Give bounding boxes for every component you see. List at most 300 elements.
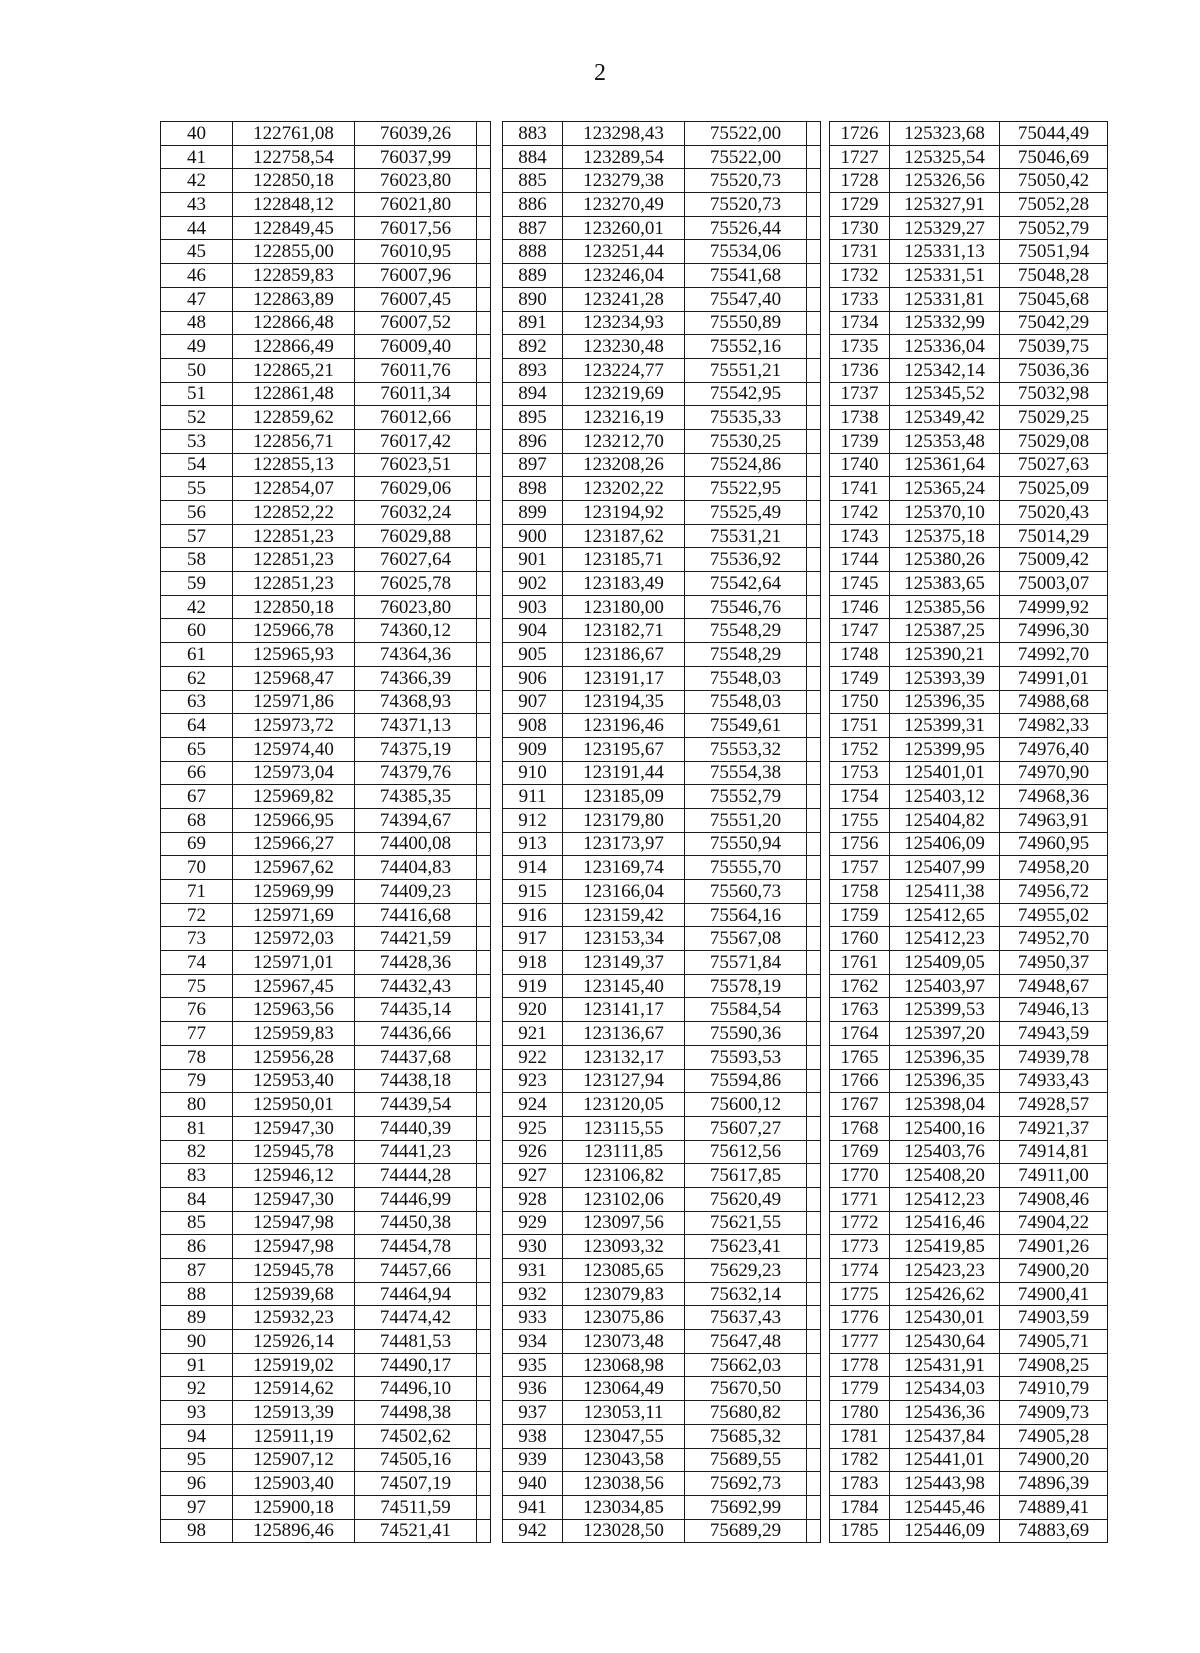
column-separator-cell (477, 453, 491, 477)
table-row (161, 335, 491, 359)
table-row (830, 1235, 1108, 1259)
table-row (161, 785, 491, 809)
x-coordinate-cell: 125353,48 (890, 429, 1000, 453)
x-coordinate-cell: 125947,30 (233, 1116, 355, 1140)
table-row (830, 1022, 1108, 1046)
point-number-cell: 86 (161, 1235, 233, 1259)
y-coordinate-cell: 74908,46 (1000, 1187, 1108, 1211)
x-coordinate-cell: 125968,47 (233, 666, 355, 690)
column-separator-cell (477, 1116, 491, 1140)
table-row (830, 1140, 1108, 1164)
y-coordinate-cell: 75550,94 (685, 832, 807, 856)
column-separator-cell (477, 1259, 491, 1283)
y-coordinate-cell: 74364,36 (355, 643, 477, 667)
column-separator-cell (477, 785, 491, 809)
y-coordinate-cell: 74900,20 (1000, 1448, 1108, 1472)
column-separator-cell (807, 856, 821, 880)
table-row (830, 903, 1108, 927)
point-number-cell: 1779 (830, 1377, 890, 1401)
point-number-cell: 934 (503, 1330, 563, 1354)
table-row (830, 714, 1108, 738)
x-coordinate-cell: 125437,84 (890, 1424, 1000, 1448)
x-coordinate-cell: 125947,30 (233, 1187, 355, 1211)
y-coordinate-cell: 74375,19 (355, 737, 477, 761)
y-coordinate-cell: 75551,21 (685, 358, 807, 382)
point-number-cell: 72 (161, 903, 233, 927)
point-number-cell: 1756 (830, 832, 890, 856)
table-row (830, 429, 1108, 453)
table-row (161, 477, 491, 501)
point-number-cell: 1731 (830, 240, 890, 264)
x-coordinate-cell: 125932,23 (233, 1306, 355, 1330)
table-row (830, 1401, 1108, 1425)
y-coordinate-cell: 75550,89 (685, 311, 807, 335)
y-coordinate-cell: 74900,41 (1000, 1282, 1108, 1306)
x-coordinate-cell: 122863,89 (233, 287, 355, 311)
column-separator-cell (477, 1472, 491, 1496)
table-row (503, 808, 821, 832)
y-coordinate-cell: 75620,49 (685, 1187, 807, 1211)
y-coordinate-cell: 75541,68 (685, 264, 807, 288)
point-number-cell: 1749 (830, 666, 890, 690)
table-row (161, 1353, 491, 1377)
table-row (161, 1448, 491, 1472)
point-number-cell: 98 (161, 1519, 233, 1543)
x-coordinate-cell: 122852,22 (233, 501, 355, 525)
table-row (503, 240, 821, 264)
point-number-cell: 890 (503, 287, 563, 311)
x-coordinate-cell: 125967,45 (233, 974, 355, 998)
x-coordinate-cell: 123034,85 (563, 1495, 685, 1519)
point-number-cell: 1729 (830, 193, 890, 217)
point-number-cell: 929 (503, 1211, 563, 1235)
table-row (161, 1235, 491, 1259)
x-coordinate-cell: 123208,26 (563, 453, 685, 477)
point-number-cell: 931 (503, 1259, 563, 1283)
column-separator-cell (807, 714, 821, 738)
point-number-cell: 60 (161, 619, 233, 643)
x-coordinate-cell: 123093,32 (563, 1235, 685, 1259)
x-coordinate-cell: 125407,99 (890, 856, 1000, 880)
column-separator-cell (807, 477, 821, 501)
point-number-cell: 95 (161, 1448, 233, 1472)
y-coordinate-cell: 75039,75 (1000, 335, 1108, 359)
column-separator-cell (807, 785, 821, 809)
x-coordinate-cell: 125966,95 (233, 808, 355, 832)
column-separator-cell (807, 1353, 821, 1377)
point-number-cell: 50 (161, 358, 233, 382)
table-row (503, 335, 821, 359)
column-separator-cell (477, 714, 491, 738)
point-number-cell: 1785 (830, 1519, 890, 1543)
y-coordinate-cell: 75003,07 (1000, 572, 1108, 596)
x-coordinate-cell: 125431,91 (890, 1353, 1000, 1377)
point-number-cell: 1745 (830, 572, 890, 596)
table-row (503, 856, 821, 880)
x-coordinate-cell: 122854,07 (233, 477, 355, 501)
point-number-cell: 903 (503, 595, 563, 619)
y-coordinate-cell: 74521,41 (355, 1519, 477, 1543)
column-separator-cell (807, 1495, 821, 1519)
point-number-cell: 1752 (830, 737, 890, 761)
table-row (830, 1424, 1108, 1448)
y-coordinate-cell: 74404,83 (355, 856, 477, 880)
column-separator-cell (807, 1282, 821, 1306)
x-coordinate-cell: 122851,23 (233, 572, 355, 596)
table-row (161, 453, 491, 477)
column-separator-cell (477, 1519, 491, 1543)
y-coordinate-cell: 75567,08 (685, 927, 807, 951)
point-number-cell: 1784 (830, 1495, 890, 1519)
x-coordinate-cell: 125969,99 (233, 880, 355, 904)
x-coordinate-cell: 125342,14 (890, 358, 1000, 382)
column-separator-cell (807, 1472, 821, 1496)
point-number-cell: 1771 (830, 1187, 890, 1211)
x-coordinate-cell: 125370,10 (890, 501, 1000, 525)
point-number-cell: 923 (503, 1069, 563, 1093)
point-number-cell: 57 (161, 524, 233, 548)
table-row (503, 1495, 821, 1519)
x-coordinate-cell: 123097,56 (563, 1211, 685, 1235)
table-row (161, 193, 491, 217)
column-separator-cell (807, 1116, 821, 1140)
y-coordinate-cell: 75526,44 (685, 216, 807, 240)
point-number-cell: 1765 (830, 1045, 890, 1069)
table-row (503, 1401, 821, 1425)
table-row (830, 193, 1108, 217)
y-coordinate-cell: 74464,94 (355, 1282, 477, 1306)
point-number-cell: 939 (503, 1448, 563, 1472)
table-row (503, 714, 821, 738)
x-coordinate-cell: 125332,99 (890, 311, 1000, 335)
x-coordinate-cell: 125396,35 (890, 1069, 1000, 1093)
point-number-cell: 80 (161, 1093, 233, 1117)
table-row (503, 1211, 821, 1235)
point-number-cell: 1736 (830, 358, 890, 382)
y-coordinate-cell: 75014,29 (1000, 524, 1108, 548)
column-separator-cell (477, 572, 491, 596)
x-coordinate-cell: 125945,78 (233, 1140, 355, 1164)
y-coordinate-cell: 76025,78 (355, 572, 477, 596)
table-row (830, 524, 1108, 548)
x-coordinate-cell: 123185,09 (563, 785, 685, 809)
point-number-cell: 899 (503, 501, 563, 525)
y-coordinate-cell: 76023,80 (355, 595, 477, 619)
point-number-cell: 92 (161, 1377, 233, 1401)
point-number-cell: 886 (503, 193, 563, 217)
x-coordinate-cell: 125971,01 (233, 951, 355, 975)
column-separator-cell (477, 501, 491, 525)
table-row (161, 1495, 491, 1519)
x-coordinate-cell: 123289,54 (563, 145, 685, 169)
column-separator-cell (807, 216, 821, 240)
x-coordinate-cell: 122851,23 (233, 524, 355, 548)
x-coordinate-cell: 125963,56 (233, 998, 355, 1022)
table-row (161, 1519, 491, 1543)
y-coordinate-cell: 75670,50 (685, 1377, 807, 1401)
table-row (830, 169, 1108, 193)
point-number-cell: 47 (161, 287, 233, 311)
x-coordinate-cell: 123194,35 (563, 690, 685, 714)
point-number-cell: 935 (503, 1353, 563, 1377)
x-coordinate-cell: 125375,18 (890, 524, 1000, 548)
y-coordinate-cell: 75571,84 (685, 951, 807, 975)
point-number-cell: 44 (161, 216, 233, 240)
point-number-cell: 1783 (830, 1472, 890, 1496)
column-separator-cell (807, 1424, 821, 1448)
table-row (503, 501, 821, 525)
point-number-cell: 67 (161, 785, 233, 809)
table-row (161, 761, 491, 785)
x-coordinate-cell: 122758,54 (233, 145, 355, 169)
x-coordinate-cell: 122761,08 (233, 122, 355, 146)
x-coordinate-cell: 122851,23 (233, 548, 355, 572)
column-separator-cell (807, 1259, 821, 1283)
column-separator-cell (807, 1093, 821, 1117)
point-number-cell: 79 (161, 1069, 233, 1093)
x-coordinate-cell: 125969,82 (233, 785, 355, 809)
point-number-cell: 1747 (830, 619, 890, 643)
table-row (503, 145, 821, 169)
y-coordinate-cell: 74496,10 (355, 1377, 477, 1401)
y-coordinate-cell: 76012,66 (355, 406, 477, 430)
y-coordinate-cell: 76027,64 (355, 548, 477, 572)
point-number-cell: 926 (503, 1140, 563, 1164)
table-row (830, 358, 1108, 382)
y-coordinate-cell: 74400,08 (355, 832, 477, 856)
table-row (503, 1519, 821, 1543)
y-coordinate-cell: 75594,86 (685, 1069, 807, 1093)
table-row (503, 1116, 821, 1140)
table-row (503, 122, 821, 146)
x-coordinate-cell: 125947,98 (233, 1211, 355, 1235)
x-coordinate-cell: 123196,46 (563, 714, 685, 738)
y-coordinate-cell: 74379,76 (355, 761, 477, 785)
point-number-cell: 59 (161, 572, 233, 596)
point-number-cell: 1750 (830, 690, 890, 714)
x-coordinate-cell: 125926,14 (233, 1330, 355, 1354)
table-row (161, 690, 491, 714)
x-coordinate-cell: 125973,72 (233, 714, 355, 738)
y-coordinate-cell: 75552,16 (685, 335, 807, 359)
point-number-cell: 43 (161, 193, 233, 217)
y-coordinate-cell: 74909,73 (1000, 1401, 1108, 1425)
x-coordinate-cell: 123047,55 (563, 1424, 685, 1448)
table-row (161, 1211, 491, 1235)
column-separator-cell (807, 524, 821, 548)
table-row (503, 169, 821, 193)
y-coordinate-cell: 74366,39 (355, 666, 477, 690)
table-row (161, 145, 491, 169)
point-number-cell: 87 (161, 1259, 233, 1283)
table-row (161, 1116, 491, 1140)
point-number-cell: 906 (503, 666, 563, 690)
table-row (503, 880, 821, 904)
y-coordinate-cell: 75524,86 (685, 453, 807, 477)
y-coordinate-cell: 74905,28 (1000, 1424, 1108, 1448)
column-separator-cell (477, 1093, 491, 1117)
y-coordinate-cell: 74511,59 (355, 1495, 477, 1519)
x-coordinate-cell: 122855,00 (233, 240, 355, 264)
table-row (503, 1164, 821, 1188)
x-coordinate-cell: 123136,67 (563, 1022, 685, 1046)
table-row (503, 690, 821, 714)
y-coordinate-cell: 76007,52 (355, 311, 477, 335)
table-row (830, 406, 1108, 430)
y-coordinate-cell: 74450,38 (355, 1211, 477, 1235)
x-coordinate-cell: 125387,25 (890, 619, 1000, 643)
x-coordinate-cell: 122861,48 (233, 382, 355, 406)
x-coordinate-cell: 123270,49 (563, 193, 685, 217)
point-number-cell: 1763 (830, 998, 890, 1022)
y-coordinate-cell: 75692,99 (685, 1495, 807, 1519)
x-coordinate-cell: 125399,31 (890, 714, 1000, 738)
column-separator-cell (807, 429, 821, 453)
table-row (161, 927, 491, 951)
point-number-cell: 1743 (830, 524, 890, 548)
column-separator-cell (477, 951, 491, 975)
y-coordinate-cell: 75549,61 (685, 714, 807, 738)
column-separator-cell (477, 1140, 491, 1164)
point-number-cell: 1751 (830, 714, 890, 738)
y-coordinate-cell: 76010,95 (355, 240, 477, 264)
table-row (503, 1306, 821, 1330)
y-coordinate-cell: 75554,38 (685, 761, 807, 785)
y-coordinate-cell: 75590,36 (685, 1022, 807, 1046)
table-row (161, 1377, 491, 1401)
column-separator-cell (477, 1187, 491, 1211)
x-coordinate-cell: 123141,17 (563, 998, 685, 1022)
table-row (503, 737, 821, 761)
x-coordinate-cell: 123279,38 (563, 169, 685, 193)
table-row (830, 240, 1108, 264)
x-coordinate-cell: 122865,21 (233, 358, 355, 382)
x-coordinate-cell: 123085,65 (563, 1259, 685, 1283)
table-row (161, 240, 491, 264)
x-coordinate-cell: 123187,62 (563, 524, 685, 548)
point-number-cell: 904 (503, 619, 563, 643)
point-number-cell: 52 (161, 406, 233, 430)
x-coordinate-cell: 125385,56 (890, 595, 1000, 619)
point-number-cell: 40 (161, 122, 233, 146)
table-row (830, 595, 1108, 619)
table-row (830, 856, 1108, 880)
x-coordinate-cell: 125409,05 (890, 951, 1000, 975)
y-coordinate-cell: 75621,55 (685, 1211, 807, 1235)
table-row (830, 1519, 1108, 1543)
column-separator-cell (807, 880, 821, 904)
x-coordinate-cell: 125441,01 (890, 1448, 1000, 1472)
y-coordinate-cell: 76017,56 (355, 216, 477, 240)
point-number-cell: 78 (161, 1045, 233, 1069)
y-coordinate-cell: 75522,00 (685, 122, 807, 146)
y-coordinate-cell: 74368,93 (355, 690, 477, 714)
table-row (503, 595, 821, 619)
table-row (161, 548, 491, 572)
x-coordinate-cell: 125950,01 (233, 1093, 355, 1117)
point-number-cell: 1777 (830, 1330, 890, 1354)
y-coordinate-cell: 74905,71 (1000, 1330, 1108, 1354)
table-row (830, 1330, 1108, 1354)
point-number-cell: 905 (503, 643, 563, 667)
x-coordinate-cell: 122855,13 (233, 453, 355, 477)
column-separator-cell (807, 1164, 821, 1188)
x-coordinate-cell: 122850,18 (233, 595, 355, 619)
x-coordinate-cell: 122848,12 (233, 193, 355, 217)
point-number-cell: 892 (503, 335, 563, 359)
x-coordinate-cell: 125404,82 (890, 808, 1000, 832)
point-number-cell: 942 (503, 1519, 563, 1543)
point-number-cell: 1780 (830, 1401, 890, 1425)
x-coordinate-cell: 125903,40 (233, 1472, 355, 1496)
point-number-cell: 64 (161, 714, 233, 738)
column-separator-cell (477, 548, 491, 572)
y-coordinate-cell: 74928,57 (1000, 1093, 1108, 1117)
point-number-cell: 68 (161, 808, 233, 832)
table-row (503, 524, 821, 548)
point-number-cell: 42 (161, 595, 233, 619)
column-separator-cell (807, 1306, 821, 1330)
x-coordinate-cell: 125336,04 (890, 335, 1000, 359)
column-separator-cell (807, 761, 821, 785)
y-coordinate-cell: 75593,53 (685, 1045, 807, 1069)
x-coordinate-cell: 125325,54 (890, 145, 1000, 169)
table-row (503, 761, 821, 785)
table-row (503, 1069, 821, 1093)
table-row (830, 145, 1108, 169)
column-separator-cell (477, 1045, 491, 1069)
x-coordinate-cell: 123149,37 (563, 951, 685, 975)
x-coordinate-cell: 123186,67 (563, 643, 685, 667)
column-separator-cell (477, 287, 491, 311)
y-coordinate-cell: 74901,26 (1000, 1235, 1108, 1259)
x-coordinate-cell: 125445,46 (890, 1495, 1000, 1519)
column-separator-cell (807, 1330, 821, 1354)
x-coordinate-cell: 125971,86 (233, 690, 355, 714)
x-coordinate-cell: 123183,49 (563, 572, 685, 596)
x-coordinate-cell: 123251,44 (563, 240, 685, 264)
table-row (503, 1472, 821, 1496)
point-number-cell: 1733 (830, 287, 890, 311)
x-coordinate-cell: 125946,12 (233, 1164, 355, 1188)
table-row (161, 572, 491, 596)
point-number-cell: 938 (503, 1424, 563, 1448)
y-coordinate-cell: 74948,67 (1000, 974, 1108, 998)
point-number-cell: 55 (161, 477, 233, 501)
y-coordinate-cell: 75607,27 (685, 1116, 807, 1140)
table-row (830, 1164, 1108, 1188)
point-number-cell: 1735 (830, 335, 890, 359)
y-coordinate-cell: 75045,68 (1000, 287, 1108, 311)
point-number-cell: 888 (503, 240, 563, 264)
table-row (503, 1377, 821, 1401)
table-row (830, 737, 1108, 761)
x-coordinate-cell: 122866,49 (233, 335, 355, 359)
table-row (503, 1282, 821, 1306)
column-separator-cell (477, 808, 491, 832)
point-number-cell: 90 (161, 1330, 233, 1354)
point-number-cell: 915 (503, 880, 563, 904)
x-coordinate-cell: 123191,17 (563, 666, 685, 690)
x-coordinate-cell: 123106,82 (563, 1164, 685, 1188)
column-separator-cell (477, 832, 491, 856)
x-coordinate-cell: 125412,65 (890, 903, 1000, 927)
x-coordinate-cell: 125443,98 (890, 1472, 1000, 1496)
y-coordinate-cell: 75555,70 (685, 856, 807, 880)
point-number-cell: 1775 (830, 1282, 890, 1306)
table-row (830, 335, 1108, 359)
y-coordinate-cell: 75032,98 (1000, 382, 1108, 406)
